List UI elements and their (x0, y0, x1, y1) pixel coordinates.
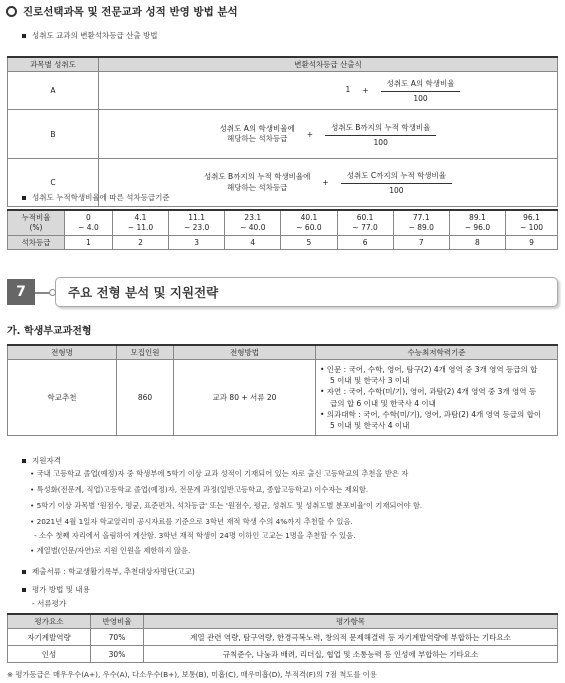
conversion-table (7, 56, 558, 207)
evaluation-heading (22, 584, 90, 595)
footnote: ※ 평가등급은 매우우수(A+), 우수(A), 다소우수(B+), 보통(B), 미흡(C), 매우미흡(D), 부적격(F)의 7점 척도를 이용 (7, 670, 377, 679)
cumulative-table (7, 209, 558, 250)
grade-value: 7 (393, 235, 449, 249)
connector-dot-icon (49, 289, 56, 296)
evaluation-element: 인성 (8, 646, 91, 663)
square-bullet-icon (22, 459, 26, 463)
range-line: ~ 100 (520, 222, 543, 232)
conversion-row (8, 110, 558, 159)
range-line: 0 (86, 213, 91, 222)
admission-header: 전형명 (8, 345, 117, 360)
grade-cell: B (8, 110, 99, 159)
list-item: • 계열별(인문/자연)로 지원 인원을 제한하지 않음. (30, 546, 191, 555)
range-line: ~ 11.0 (127, 222, 154, 232)
conversion-caption-text: 성취도 교과의 변환석차등급 산출 방법 (32, 31, 158, 40)
chapter-number: 7 (7, 279, 35, 305)
range-line: 4.1 (134, 213, 147, 222)
evaluation-ratio: 30% (91, 646, 144, 663)
evaluation-header: 평가항목 (144, 614, 558, 629)
formula-left-line: 해당하는 석차등급 (227, 182, 288, 192)
grade-value: 3 (169, 235, 225, 249)
grade-value: 9 (505, 235, 557, 249)
criteria-line: • 자연 : 국어, 수학(미/기), 영어, 과탐(2) 4개 영역 중 3개 영역 등 (320, 387, 537, 397)
range-line: ~ 96.0 (464, 222, 491, 232)
fraction-denominator: 100 (389, 186, 404, 195)
conversion-header-grade: 과목별 성취도 (8, 57, 99, 72)
subsection-title: 가. 학생부교과전형 (7, 326, 92, 337)
formula-left: 1 (345, 85, 351, 95)
cumulative-label (8, 210, 65, 235)
fraction (325, 122, 436, 147)
admission-method: 교과 80 + 서류 20 (174, 360, 316, 436)
cumulative-label-line: (%) (29, 222, 43, 232)
admission-quota: 860 (117, 360, 174, 436)
admission-header: 모집인원 (117, 345, 174, 360)
cumulative-caption-text: 성취도 누적학생비율에 따른 석차등급기준 (32, 193, 170, 202)
range-cell (169, 210, 225, 235)
admission-criteria (316, 360, 558, 436)
range-cell (337, 210, 393, 235)
range-cell (225, 210, 281, 235)
list-item: - 소수 첫째 자리에서 올림하여 계산함. 3학년 재적 학생이 24명 이하인 고교는 1명을 추천할 수 있음. (34, 531, 356, 540)
fraction-numerator: 성취도 B까지의 누적 학생비율 (325, 122, 436, 136)
grade-value: 8 (449, 235, 505, 249)
fraction (341, 170, 452, 195)
conversion-row (8, 72, 558, 110)
documents-text: 제출서류 : 학교생활기록부, 추천대상자명단(고교) (32, 567, 195, 576)
range-line: 89.1 (469, 213, 486, 222)
cumulative-caption (22, 192, 170, 203)
criteria-line: 5 이내 및 한국사 4 이내 (330, 420, 410, 430)
range-line: 23.1 (244, 213, 262, 222)
range-cell (393, 210, 449, 235)
range-cell (281, 210, 337, 235)
eligibility-title: 지원자격 (32, 456, 61, 465)
evaluation-items: 규칙준수, 나눔과 배려, 리더십, 협업 및 소통능력 등 인성에 부합하는 기타요소 (144, 646, 558, 663)
criteria-line: • 의과대학 : 국어, 수학(미/기), 영어, 과탐(2) 4개 영역 등급의 합이 (320, 409, 542, 419)
formula-left-line: 해당하는 석차등급 (227, 134, 288, 143)
grade-value: 5 (281, 235, 337, 249)
chapter-title: 주요 전형 분석 및 지원전략 (55, 277, 558, 307)
circle-bullet-icon (6, 6, 17, 17)
list-item: • 2021년 4월 1일자 학교알리미 공시자료를 기준으로 3학년 재적 학생 수의 4%까지 추천할 수 있음. (30, 517, 353, 526)
grade-value: 1 (65, 235, 113, 249)
admission-table (7, 344, 558, 436)
evaluation-element: 자기계발역량 (8, 629, 91, 646)
section-title: 진로선택과목 및 전문교과 성적 반영 방법 분석 (23, 6, 238, 18)
criteria-line: • 인문 : 국어, 수학, 영어, 탐구(2) 4개 영역 중 3개 영역 등급의 합 (320, 365, 538, 375)
evaluation-table (7, 613, 558, 663)
formula-cell (99, 110, 558, 159)
square-bullet-icon (22, 196, 26, 200)
range-line: 96.1 (523, 213, 540, 222)
grade-value: 2 (112, 235, 168, 249)
range-line: ~ 23.0 (183, 222, 210, 232)
grade-value: 6 (337, 235, 393, 249)
conversion-caption (22, 30, 157, 41)
range-cell (505, 210, 557, 235)
plus-sign: + (322, 178, 329, 187)
fraction-numerator: 성취도 A의 학생비율 (381, 78, 461, 92)
table-row (8, 629, 558, 646)
range-line: ~ 40.0 (240, 222, 266, 232)
admission-header: 전형방법 (174, 345, 316, 360)
grade-value: 4 (225, 235, 281, 249)
criteria-line: 5 이내 및 한국사 3 이내 (330, 376, 410, 386)
documents-line (22, 566, 195, 577)
table-row (8, 646, 558, 663)
formula-left (204, 172, 310, 192)
list-item: • 특성화(전문계, 직업)고등학교 졸업(예정)자, 전문계 과정(일반고등학교, 종합고등학교) 이수자는 제외함. (30, 485, 369, 494)
evaluation-header: 반영비율 (91, 614, 144, 629)
grade-cell: A (8, 72, 99, 110)
formula-cell (99, 72, 558, 110)
evaluation-items: 계열 관련 역량, 탐구역량, 한경극복노력, 창의적 문제해결력 등 자기계발역량에 부합하는 기타요소 (144, 629, 558, 646)
fraction (381, 78, 461, 103)
conversion-header-formula: 변환석차등급 산출식 (99, 57, 558, 72)
range-line: ~ 77.0 (352, 222, 378, 232)
formula-left-line: 성취도 B까지의 누적 학생비율에 (203, 172, 311, 182)
grade-cell: C (8, 159, 99, 207)
admission-name: 학교추천 (8, 360, 117, 436)
formula-left-line: 성취도 A의 학생비율에 (219, 123, 295, 133)
plus-sign: + (306, 129, 314, 139)
evaluation-header: 평가요소 (8, 614, 91, 629)
criteria-line: 급의 합 6 이내 및 한국사 4 이내 (330, 398, 436, 408)
range-line: ~ 60.0 (296, 222, 322, 232)
eligibility-heading (22, 455, 61, 466)
range-line: 60.1 (356, 213, 374, 222)
square-bullet-icon (22, 34, 26, 38)
range-line: 77.1 (412, 213, 430, 222)
formula-left (220, 124, 295, 144)
range-cell (112, 210, 168, 235)
fraction-denominator: 100 (413, 94, 428, 103)
range-cell (449, 210, 505, 235)
fraction-numerator: 성취도 C까지의 누적 학생비율 (341, 170, 452, 184)
list-item: • 국내 고등학교 졸업(예정)자 중 학생부에 5학기 이상 교과 성적이 기재되어 있는 자로 출신 고등학교의 추천을 받은 자 (30, 469, 409, 478)
square-bullet-icon (22, 588, 26, 592)
chapter-banner (7, 277, 558, 307)
evaluation-sub: - 서류평가 (32, 599, 67, 608)
range-line: 11.1 (188, 213, 205, 222)
fraction-denominator: 100 (373, 137, 388, 147)
plus-sign: + (362, 86, 369, 95)
square-bullet-icon (22, 570, 26, 574)
cumulative-label-line: 누적비율 (21, 213, 51, 222)
evaluation-title: 평가 방법 및 내용 (32, 585, 90, 594)
section-heading (6, 4, 238, 19)
grade-label: 석차등급 (8, 235, 65, 249)
range-line: 40.1 (300, 213, 318, 222)
range-line: ~ 89.0 (408, 222, 434, 232)
admission-header: 수능최저학력기준 (316, 345, 558, 360)
evaluation-ratio: 70% (91, 629, 144, 646)
list-item: • 5학기 이상 과목별 '원점수, 평균, 표준편차, 석차등급' 또는 '원점수, 평균, 성취도 및 성취도별 분포비율'이 기재되어야 함. (30, 501, 423, 510)
range-line: ~ 4.0 (78, 222, 99, 232)
admission-row (8, 360, 558, 436)
range-cell (65, 210, 113, 235)
